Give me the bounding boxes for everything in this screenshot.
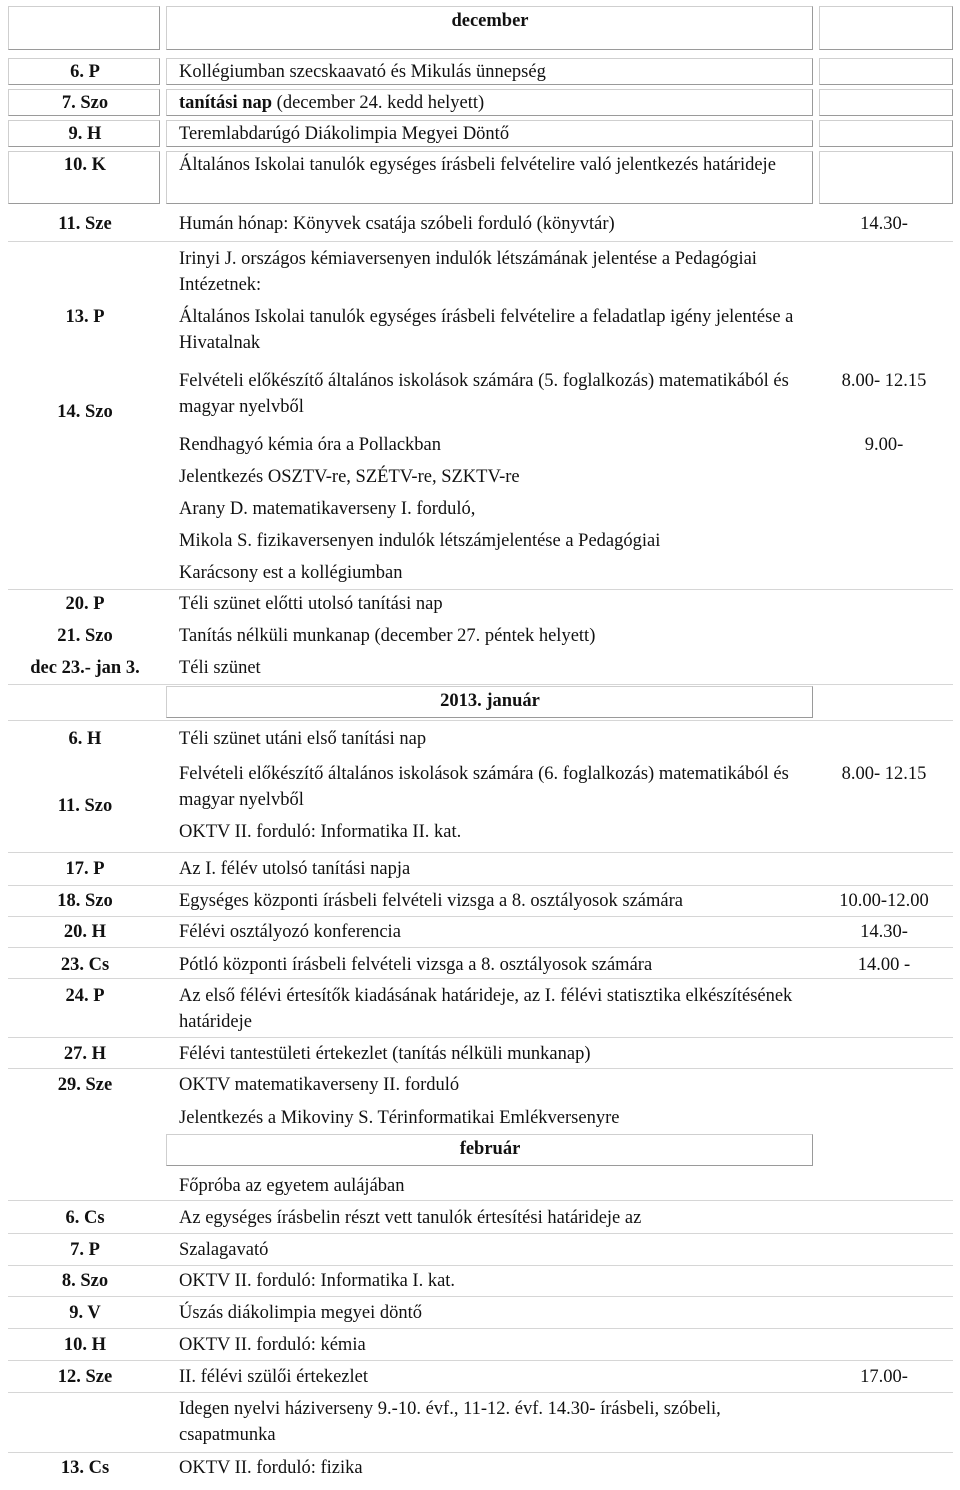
event-text: OKTV II. forduló: Informatika II. kat. [179,822,462,842]
event-text: Téli szünet előtti utolsó tanítási nap [179,594,443,614]
day-label: 17. P [65,859,105,879]
day-label: 21. Szo [57,626,113,646]
event-time: 17.00- [860,1367,908,1387]
day-label: 10. K [63,155,107,175]
row-separator [8,947,953,948]
event-text: Jelentkezés a Mikoviny S. Térinformatikai Emlékversenyre [179,1108,620,1128]
day-label: 7. P [70,1240,100,1260]
event-time: 10.00-12.00 [839,891,929,911]
event-text: Mikola S. fizikaversenyen indulók létszámjelentése a Pedagógiai [179,531,661,551]
row-separator [8,1037,953,1038]
event-text: Főpróba az egyetem aulájában [179,1176,405,1196]
row-separator [8,1200,953,1201]
event-time: 9.00- [864,435,904,455]
event-text: Egységes központi írásbeli felvételi vizsga a 8. osztályosok számára [179,891,683,911]
day-label: 6. H [68,729,102,749]
day-label: 12. Sze [57,1367,113,1387]
event-text: Karácsony est a kollégiumban [179,563,403,583]
event-text: Általános Iskolai tanulók egységes írásbeli felvételire való jelentkezés határideje [179,155,776,175]
day-label: 10. H [63,1335,107,1355]
event-time: 14.30- [860,922,908,942]
event-text-bold: tanítási nap [179,93,273,113]
event-text: Tanítás nélküli munkanap (december 27. péntek helyett) [179,626,596,646]
event-text: Irinyi J. országos kémiaversenyen indulók létszámának jelentése a Pedagógiai Intézetnek: [179,249,757,295]
row-separator [8,684,953,685]
day-label: 13. Cs [60,1458,110,1478]
day-label: 14. Szo [57,402,113,422]
row-separator [8,589,953,590]
event-text-rest: (december 24. kedd helyett) [272,93,485,113]
event-text: Rendhagyó kémia óra a Pollackban [179,435,441,455]
row-separator [8,1452,953,1453]
event-text: Kollégiumban szecskaavató és Mikulás ünnepség [179,62,546,82]
day-label: 8. Szo [61,1271,109,1291]
event-text: II. félévi szülői értekezlet [179,1367,369,1387]
event-text: Az első félévi értesítők kiadásának határideje, az I. félévi statisztika elkészítésének határideje [179,986,793,1032]
event-time: 8.00- 12.15 [841,764,927,784]
row-separator [8,852,953,853]
row-separator [8,1392,953,1393]
cell-outline [819,151,953,204]
event-text: Arany D. matematikaverseny I. forduló, [179,499,476,519]
cell-outline [819,58,953,85]
day-label: 11. Sze [58,214,112,234]
day-label: 13. P [65,307,105,327]
event-text: OKTV II. forduló: kémia [179,1335,366,1355]
row-separator [8,1328,953,1329]
event-text: Az egységes írásbelin részt vett tanulók értesítési határideje az [179,1208,642,1228]
day-label: 24. P [65,986,105,1006]
event-text: Félévi tantestületi értekezlet (tanítás nélküli munkanap) [179,1044,591,1064]
month-header-februar: február [459,1139,521,1159]
row-separator [8,1233,953,1234]
event-text: Általános Iskolai tanulók egységes írásbeli felvételire a feladatlap igény jelentése a Hivatalnak [179,307,794,353]
event-text: Felvételi előkészítő általános iskolások számára (5. foglalkozás) matematikából és magyar nyelvből [179,371,789,417]
event-time: 14.30- [860,214,908,234]
header-cell-left [8,6,160,50]
row-separator [8,241,953,242]
event-text: Szalagavató [179,1240,269,1260]
event-text: Az I. félév utolsó tanítási napja [179,859,411,879]
event-text: Humán hónap: Könyvek csatája szóbeli forduló (könyvtár) [179,214,615,234]
month-header-december: december [451,11,529,31]
row-separator [8,978,953,979]
day-label: 20. H [63,922,107,942]
event-text: Felvételi előkészítő általános iskolások számára (6. foglalkozás) matematikából és magyar nyelvből [179,764,789,810]
event-text: OKTV II. forduló: Informatika I. kat. [179,1271,456,1291]
row-separator [8,1360,953,1361]
day-label: 9. V [69,1303,101,1323]
event-text: OKTV II. forduló: fizika [179,1458,363,1478]
event-text: Téli szünet utáni első tanítási nap [179,729,427,749]
event-text: Jelentkezés OSZTV-re, SZÉTV-re, SZKTV-re [179,467,520,487]
header-cell-right [819,6,953,50]
day-label: 6. Cs [65,1208,105,1228]
row-separator [8,1068,953,1069]
event-time: 8.00- 12.15 [841,371,927,391]
event-text: Téli szünet [179,658,261,678]
event-text [179,90,484,116]
cell-outline [819,89,953,116]
day-label: dec 23.- jan 3. [30,658,140,678]
row-separator [8,1296,953,1297]
event-text: OKTV matematikaverseny II. forduló [179,1075,460,1095]
day-label: 11. Szo [57,796,113,816]
day-label: 27. H [63,1044,107,1064]
row-separator [8,1265,953,1266]
day-label: 9. H [68,124,102,144]
event-text: Félévi osztályozó konferencia [179,922,401,942]
row-separator [8,885,953,886]
event-text: Idegen nyelvi háziverseny 9.-10. évf., 11-12. évf. 14.30- írásbeli, szóbeli, csapatmunka [179,1399,721,1445]
cell-outline [819,120,953,147]
day-label: 20. P [65,594,105,614]
event-text: Teremlabdarúgó Diákolimpia Megyei Döntő [179,124,510,144]
row-separator [8,720,953,721]
event-text: Úszás diákolimpia megyei döntő [179,1303,423,1323]
day-label: 23. Cs [60,955,110,975]
day-label: 18. Szo [57,891,113,911]
day-label: 6. P [70,62,100,82]
day-label: 29. Sze [57,1075,113,1095]
month-header-januar: 2013. január [440,691,540,711]
row-separator [8,916,953,917]
event-time: 14.00 - [857,955,911,975]
day-label: 7. Szo [61,93,109,113]
event-text: Pótló központi írásbeli felvételi vizsga a 8. osztályosok számára [179,955,653,975]
